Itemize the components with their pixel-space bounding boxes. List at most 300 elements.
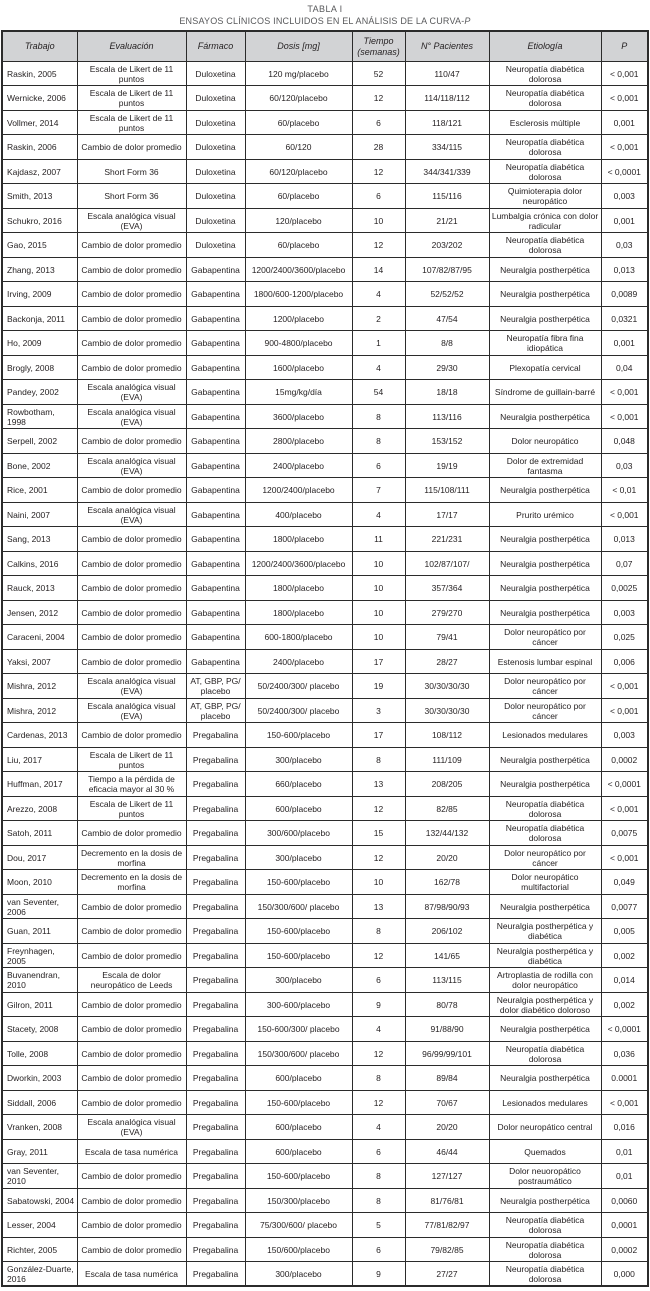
table-cell: Sang, 2013 [2,527,77,552]
table-cell: Gabapentina [186,429,245,454]
table-cell: Gabapentina [186,331,245,356]
table-cell: 11 [352,527,405,552]
table-cell: Kajdasz, 2007 [2,159,77,184]
table-cell: 4 [352,1017,405,1042]
table-cell: Escala analógica visual (EVA) [77,404,186,429]
table-cell: 114/118/112 [405,86,489,111]
table-cell: Pregabalina [186,1139,245,1164]
table-cell: 28 [352,135,405,160]
table-cell: < 0,0001 [601,772,648,797]
table-cell: 132/44/132 [405,821,489,846]
table-cell: Jensen, 2012 [2,600,77,625]
table-cell: 0,0060 [601,1188,648,1213]
table-body [2,61,648,1286]
table-row [2,478,648,503]
table-cell: Prurito urémico [489,502,601,527]
table-cell: Schukro, 2016 [2,208,77,233]
table-cell: 344/341/339 [405,159,489,184]
table-row [2,355,648,380]
table-cell: 13 [352,894,405,919]
table-cell: 0,001 [601,110,648,135]
table-cell: Artroplastia de rodilla con dolor neuropático [489,968,601,993]
table-cell: 120/placebo [245,208,352,233]
table-cell: 141/65 [405,943,489,968]
table-cell: < 0,001 [601,1090,648,1115]
table-cell: 111/109 [405,747,489,772]
table-cell: Pregabalina [186,1066,245,1091]
table-cell: Cambio de dolor promedio [77,233,186,258]
table-cell: Lesser, 2004 [2,1213,77,1238]
table-cell: Rauck, 2013 [2,576,77,601]
table-cell: Neuralgia postherpética [489,306,601,331]
table-cell: Guan, 2011 [2,919,77,944]
table-cell: 60/placebo [245,184,352,209]
table-cell: 12 [352,233,405,258]
table-cell: AT, GBP, PG/ placebo [186,674,245,699]
table-cell: 162/78 [405,870,489,895]
table-cell: 115/116 [405,184,489,209]
table-cell: 10 [352,551,405,576]
table-row [2,796,648,821]
table-cell: 18/18 [405,380,489,405]
table-cell: 8 [352,919,405,944]
table-cell: 12 [352,796,405,821]
table-cell: 107/82/87/95 [405,257,489,282]
table-row [2,845,648,870]
table-row [2,1213,648,1238]
table-cell: 150/600/placebo [245,1237,352,1262]
table-cell: Neuralgia postherpética [489,257,601,282]
table-cell: Neuropatía diabética dolorosa [489,135,601,160]
table-cell: Cardenas, 2013 [2,723,77,748]
table-cell: Neuropatía diabética dolorosa [489,1237,601,1262]
table-cell: Neuropatía diabética dolorosa [489,1041,601,1066]
table-cell: 0,0075 [601,821,648,846]
table-cell: Duloxetina [186,159,245,184]
table-cell: Neuropatía diabética dolorosa [489,61,601,86]
table-row [2,968,648,993]
table-cell: 600/placebo [245,1115,352,1140]
table-cell: 0,000 [601,1262,648,1287]
table-cell: Pregabalina [186,1041,245,1066]
table-cell: < 0,01 [601,478,648,503]
table-cell: Lesionados medulares [489,723,601,748]
table-cell: Cambio de dolor promedio [77,1090,186,1115]
table-cell: Bone, 2002 [2,453,77,478]
table-cell: < 0,001 [601,380,648,405]
table-cell: Huffman, 2017 [2,772,77,797]
table-cell: 17/17 [405,502,489,527]
table-cell: Dolor neuropático por cáncer [489,625,601,650]
table-cell: Duloxetina [186,110,245,135]
clinical-trials-table [1,30,649,1287]
table-cell: Neuralgia postherpética [489,894,601,919]
table-cell: 300/placebo [245,968,352,993]
table-cell: 600/placebo [245,1139,352,1164]
table-cell: < 0,001 [601,698,648,723]
table-cell: 108/112 [405,723,489,748]
table-cell: 600/placebo [245,796,352,821]
table-cell: Tolle, 2008 [2,1041,77,1066]
table-row [2,1164,648,1189]
table-cell: Pregabalina [186,894,245,919]
table-row [2,208,648,233]
table-cell: Wernicke, 2006 [2,86,77,111]
table-cell: 0,01 [601,1139,648,1164]
table-cell: Dworkin, 2003 [2,1066,77,1091]
table-row [2,894,648,919]
table-cell: 19/19 [405,453,489,478]
table-cell: 12 [352,943,405,968]
table-number: TABLA I [307,4,343,14]
table-cell: Dolor neuropático multifactorial [489,870,601,895]
table-cell: Cambio de dolor promedio [77,551,186,576]
table-cell: Brogly, 2008 [2,355,77,380]
table-row [2,674,648,699]
table-cell: < 0,001 [601,796,648,821]
table-cell: 115/108/111 [405,478,489,503]
table-cell: Mishra, 2012 [2,698,77,723]
table-cell: Satoh, 2011 [2,821,77,846]
table-cell: Cambio de dolor promedio [77,649,186,674]
table-cell: 10 [352,625,405,650]
table-cell: Escala de Likert de 11 puntos [77,796,186,821]
table-cell: 20/20 [405,845,489,870]
table-cell: 12 [352,86,405,111]
table-title [1,2,649,30]
table-cell: 113/115 [405,968,489,993]
table-cell: van Seventer, 2006 [2,894,77,919]
table-cell: 6 [352,1139,405,1164]
table-cell: 1200/2400/3600/placebo [245,551,352,576]
table-cell: Escala analógica visual (EVA) [77,502,186,527]
table-cell: < 0,001 [601,86,648,111]
table-cell: 1800/placebo [245,576,352,601]
table-cell: 0,048 [601,429,648,454]
table-cell: Pregabalina [186,845,245,870]
table-cell: Pregabalina [186,992,245,1017]
table-row [2,943,648,968]
table-cell: 60/placebo [245,110,352,135]
table-row [2,159,648,184]
table-cell: Cambio de dolor promedio [77,282,186,307]
table-cell: Cambio de dolor promedio [77,1164,186,1189]
table-cell: Gabapentina [186,306,245,331]
table-cell: Gabapentina [186,527,245,552]
table-cell: Plexopatía cervical [489,355,601,380]
table-cell: 0,03 [601,453,648,478]
table-cell: Lumbalgia crónica con dolor radicular [489,208,601,233]
table-cell: Neuralgia postherpética [489,600,601,625]
table-cell: Pregabalina [186,1090,245,1115]
table-cell: Neuropatía fibra fina idiopática [489,331,601,356]
table-cell: Raskin, 2006 [2,135,77,160]
table-cell: Zhang, 2013 [2,257,77,282]
table-cell: 2400/placebo [245,649,352,674]
table-cell: 28/27 [405,649,489,674]
table-cell: Escala de dolor neuropático de Leeds [77,968,186,993]
table-cell: 0,0001 [601,1213,648,1238]
table-cell: 2 [352,306,405,331]
table-row [2,992,648,1017]
table-cell: 3600/placebo [245,404,352,429]
table-cell: 150/300/placebo [245,1188,352,1213]
table-cell: 52 [352,61,405,86]
table-cell: Mishra, 2012 [2,674,77,699]
table-cell: Freynhagen, 2005 [2,943,77,968]
table-cell: 10 [352,870,405,895]
table-cell: Pregabalina [186,870,245,895]
table-row [2,919,648,944]
table-cell: 27/27 [405,1262,489,1287]
table-row [2,61,648,86]
table-cell: 0,07 [601,551,648,576]
table-row [2,747,648,772]
table-cell: Cambio de dolor promedio [77,576,186,601]
table-row [2,1041,648,1066]
table-cell: Duloxetina [186,233,245,258]
table-cell: Richter, 2005 [2,1237,77,1262]
table-cell: 300/placebo [245,747,352,772]
table-cell: 1200/2400/3600/placebo [245,257,352,282]
table-cell: 208/205 [405,772,489,797]
table-row [2,184,648,209]
table-cell: Neuralgia postherpética y dolor diabético doloroso [489,992,601,1017]
table-cell: 47/54 [405,306,489,331]
table-cell: 150-600/placebo [245,1090,352,1115]
table-cell: Cambio de dolor promedio [77,355,186,380]
table-cell: 4 [352,1115,405,1140]
table-cell: 0,0321 [601,306,648,331]
table-cell: 70/67 [405,1090,489,1115]
table-cell: Dolor neuropático central [489,1115,601,1140]
table-row [2,1115,648,1140]
table-cell: < 0,0001 [601,159,648,184]
table-row [2,698,648,723]
table-cell: 0,049 [601,870,648,895]
table-cell: 8 [352,1066,405,1091]
table-cell: Cambio de dolor promedio [77,306,186,331]
table-cell: Cambio de dolor promedio [77,1066,186,1091]
table-cell: 8 [352,1164,405,1189]
table-cell: 334/115 [405,135,489,160]
table-cell: Escala de Likert de 11 puntos [77,61,186,86]
table-cell: Cambio de dolor promedio [77,527,186,552]
table-cell: Vollmer, 2014 [2,110,77,135]
table-cell: Neuralgia postherpética [489,282,601,307]
table-cell: 8/8 [405,331,489,356]
table-cell: Escala analógica visual (EVA) [77,380,186,405]
table-row [2,723,648,748]
table-cell: 1600/placebo [245,355,352,380]
table-cell: < 0,001 [601,674,648,699]
table-cell: 0,04 [601,355,648,380]
table-row [2,110,648,135]
table-cell: 1200/placebo [245,306,352,331]
table-cell: 3 [352,698,405,723]
table-cell: < 0,001 [601,404,648,429]
table-cell: Dolor de extremidad fantasma [489,453,601,478]
table-cell: Neuralgia postherpética [489,1017,601,1042]
table-cell: 89/84 [405,1066,489,1091]
table-cell: 400/placebo [245,502,352,527]
table-row [2,551,648,576]
table-cell: Quemados [489,1139,601,1164]
table-cell: 6 [352,968,405,993]
table-cell: Gao, 2015 [2,233,77,258]
table-cell: < 0,0001 [601,1017,648,1042]
table-cell: 0,002 [601,992,648,1017]
table-cell: Quimioterapia dolor neuropático [489,184,601,209]
table-cell: Gabapentina [186,453,245,478]
table-cell: Dolor neuropático por cáncer [489,698,601,723]
table-cell: Duloxetina [186,184,245,209]
table-cell: 10 [352,600,405,625]
table-cell: Rice, 2001 [2,478,77,503]
table-cell: 1 [352,331,405,356]
table-cell: Cambio de dolor promedio [77,821,186,846]
table-cell: Neuropatía diabética dolorosa [489,796,601,821]
table-cell: 2800/placebo [245,429,352,454]
table-cell: Pregabalina [186,1213,245,1238]
table-row [2,331,648,356]
table-cell: 0,006 [601,649,648,674]
table-cell: 0,003 [601,600,648,625]
table-row [2,625,648,650]
table-cell: Neuralgia postherpética [489,1188,601,1213]
table-cell: 0.0001 [601,1066,648,1091]
table-cell: van Seventer, 2010 [2,1164,77,1189]
table-cell: Gabapentina [186,257,245,282]
table-cell: 91/88/90 [405,1017,489,1042]
table-cell: 30/30/30/30 [405,674,489,699]
table-cell: < 0,001 [601,845,648,870]
table-cell: 20/20 [405,1115,489,1140]
table-row [2,576,648,601]
table-cell: Escala analógica visual (EVA) [77,698,186,723]
column-header: Dosis [mg] [245,31,352,61]
table-cell: 12 [352,1041,405,1066]
table-cell: Escala analógica visual (EVA) [77,674,186,699]
table-cell: Cambio de dolor promedio [77,478,186,503]
table-cell: Cambio de dolor promedio [77,257,186,282]
table-cell: Neuropatía diabética dolorosa [489,1262,601,1287]
header-row [2,31,648,61]
table-cell: Short Form 36 [77,159,186,184]
table-cell: 14 [352,257,405,282]
table-cell: 82/85 [405,796,489,821]
table-row [2,527,648,552]
table-cell: 150/300/600/ placebo [245,894,352,919]
table-cell: Caraceni, 2004 [2,625,77,650]
table-cell: Lesionados medulares [489,1090,601,1115]
table-cell: Backonja, 2011 [2,306,77,331]
table-cell: Pregabalina [186,919,245,944]
table-cell: Cambio de dolor promedio [77,625,186,650]
table-cell: 17 [352,649,405,674]
table-cell: 60/120/placebo [245,159,352,184]
table-cell: Liu, 2017 [2,747,77,772]
table-cell: Gabapentina [186,380,245,405]
table-cell: 0,013 [601,527,648,552]
table-cell: Cambio de dolor promedio [77,429,186,454]
table-cell: Pregabalina [186,723,245,748]
table-cell: Stacety, 2008 [2,1017,77,1042]
table-row [2,600,648,625]
table-cell: 150-600/placebo [245,723,352,748]
table-cell: Pregabalina [186,772,245,797]
table-cell: Calkins, 2016 [2,551,77,576]
table-cell: Short Form 36 [77,184,186,209]
table-cell: Decremento en la dosis de morfina [77,870,186,895]
table-cell: 8 [352,747,405,772]
table-row [2,1017,648,1042]
table-cell: 150-600/placebo [245,919,352,944]
table-cell: 120 mg/placebo [245,61,352,86]
table-cell: 357/364 [405,576,489,601]
table-cell: Gabapentina [186,600,245,625]
table-cell: 102/87/107/ [405,551,489,576]
table-cell: 6 [352,1237,405,1262]
table-cell: Neuralgia postherpética [489,772,601,797]
table-cell: 7 [352,478,405,503]
table-cell: Neuralgia postherpética [489,527,601,552]
table-cell: Escala de Likert de 11 puntos [77,110,186,135]
table-cell: Cambio de dolor promedio [77,992,186,1017]
table-row [2,453,648,478]
table-cell: 300-600/placebo [245,992,352,1017]
table-cell: Rowbotham, 1998 [2,404,77,429]
table-row [2,257,648,282]
table-cell: Dolor neuropático por cáncer [489,674,601,699]
table-cell: Vranken, 2008 [2,1115,77,1140]
table-row [2,86,648,111]
table-cell: 54 [352,380,405,405]
table-cell: 0,03 [601,233,648,258]
table-cell: 0,014 [601,968,648,993]
table-row [2,649,648,674]
column-header: Trabajo [2,31,77,61]
table-cell: 0,005 [601,919,648,944]
column-header: P [601,31,648,61]
table-cell: Gabapentina [186,478,245,503]
table-cell: 6 [352,184,405,209]
table-cell: 15 [352,821,405,846]
table-cell: 0,036 [601,1041,648,1066]
table-cell: Pregabalina [186,1017,245,1042]
table-cell: 96/99/99/101 [405,1041,489,1066]
table-cell: Gabapentina [186,649,245,674]
table-cell: 75/300/600/ placebo [245,1213,352,1238]
table-cell: Escala de Likert de 11 puntos [77,86,186,111]
table-cell: Gabapentina [186,502,245,527]
table-cell: 15mg/kg/día [245,380,352,405]
table-cell: Serpell, 2002 [2,429,77,454]
table-cell: Gabapentina [186,551,245,576]
table-cell: Gabapentina [186,355,245,380]
table-cell: Neuralgia postherpética [489,576,601,601]
table-cell: Irving, 2009 [2,282,77,307]
table-cell: Neuralgia postherpética y diabética [489,943,601,968]
table-cell: 60/120/placebo [245,86,352,111]
table-cell: Pregabalina [186,796,245,821]
table-cell: Dolor neuropático por cáncer [489,845,601,870]
table-cell: 150-600/placebo [245,943,352,968]
table-cell: Cambio de dolor promedio [77,1237,186,1262]
table-cell: Sabatowski, 2004 [2,1188,77,1213]
table-cell: Dolor neuropático [489,429,601,454]
table-caption [1,16,649,28]
